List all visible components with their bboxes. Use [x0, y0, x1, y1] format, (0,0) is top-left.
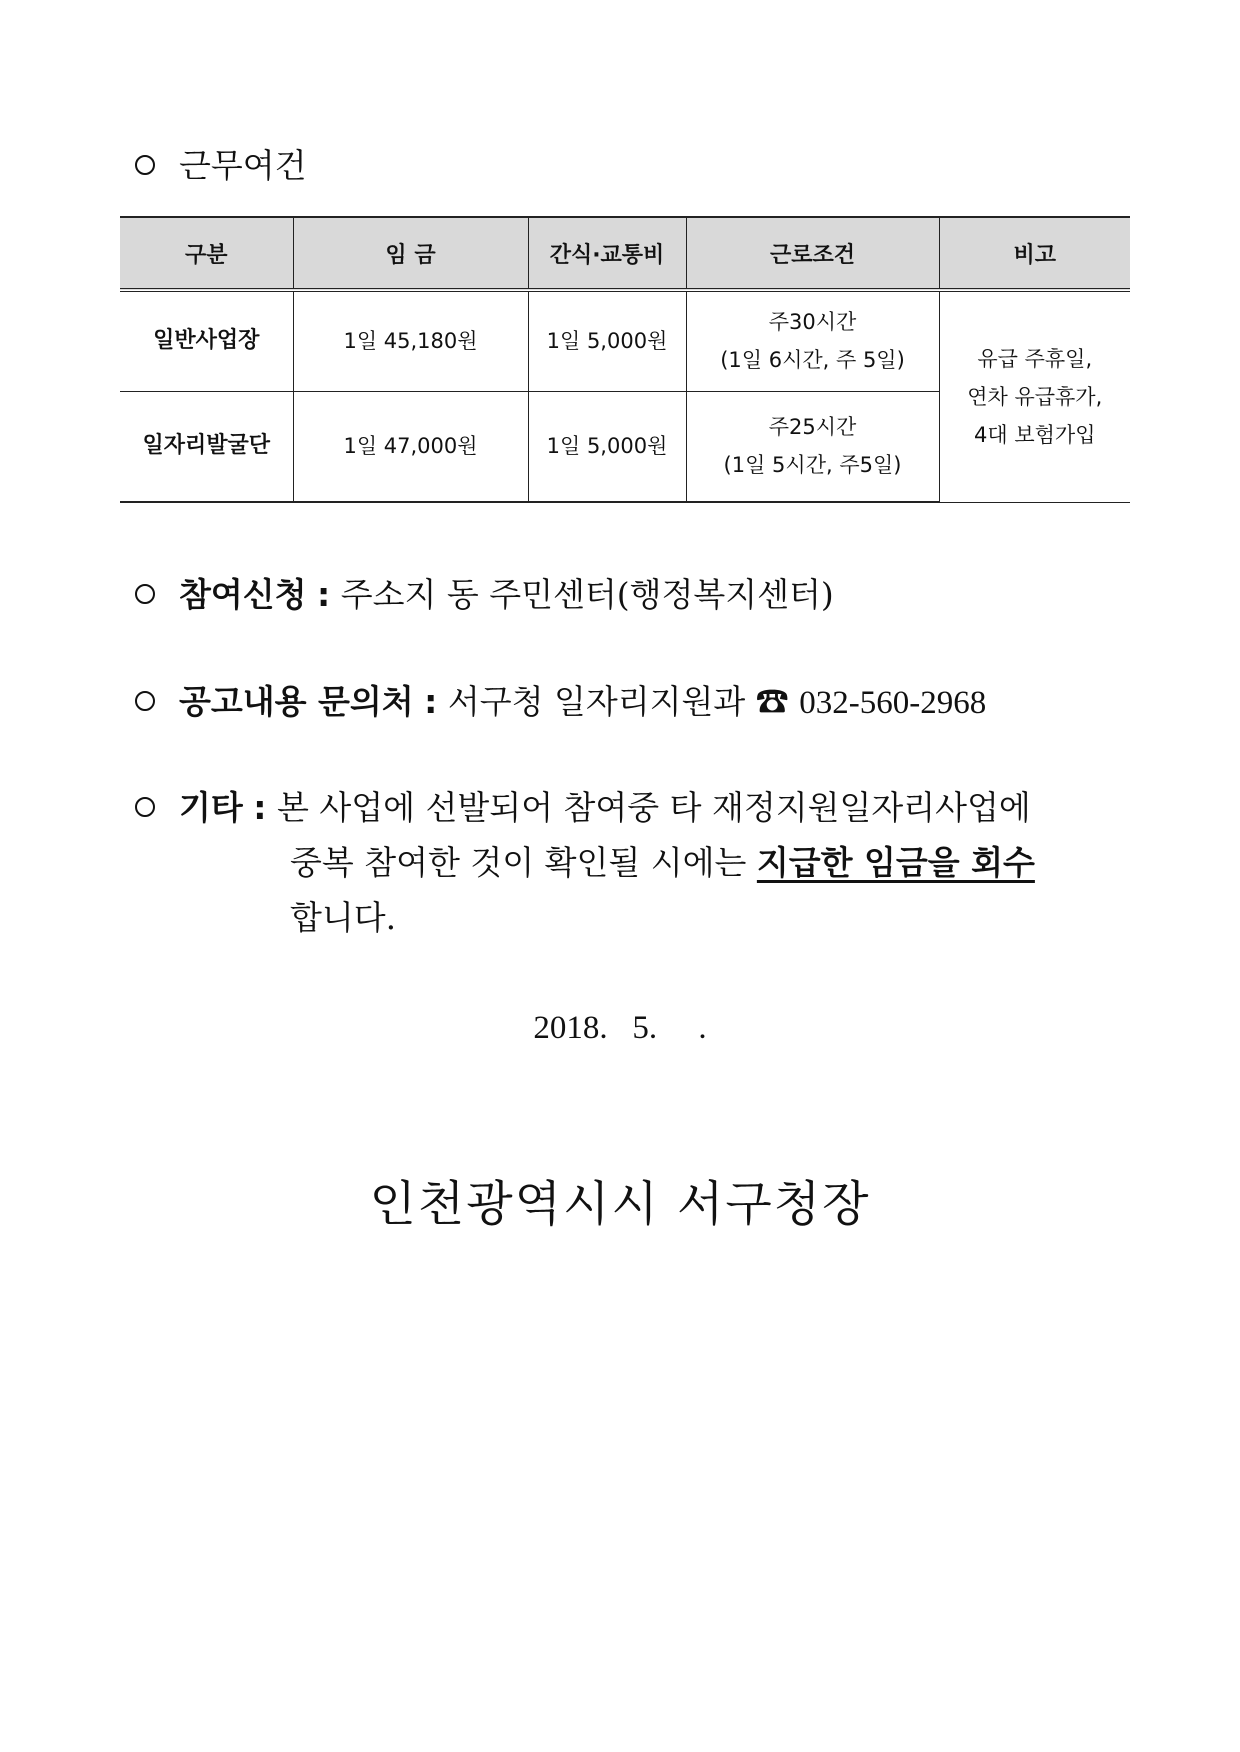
conditions-hours: 주30시간 — [768, 310, 857, 335]
row-category: 일반사업장 — [120, 290, 293, 391]
conditions-hours: 주25시간 — [768, 415, 857, 440]
etc-emphasis: 지급한 임금을 회수 — [756, 843, 1035, 882]
signer-name: 인천광역시시 서구청장 — [369, 1176, 871, 1232]
conditions-detail: (1일 5시간, 주5일) — [723, 453, 902, 478]
row-wage: 1일 47,000원 — [293, 391, 528, 502]
row-allowance: 1일 5,000원 — [528, 290, 686, 391]
contact-label: 공고내용 문의처 — [179, 682, 414, 721]
etc-line-3 — [135, 890, 1115, 945]
apply-text: 주소지 동 주민센터(행정복지센터) — [340, 575, 834, 614]
date-text: 2018. 5. . — [533, 1010, 707, 1046]
row-allowance: 1일 5,000원 — [528, 391, 686, 502]
remarks-line: 연차 유급휴가, — [967, 384, 1103, 409]
contact-text: 서구청 일자리지원과 — [447, 682, 746, 721]
bullet-circle-icon — [135, 691, 155, 711]
etc-text-3: 합니다. — [290, 898, 397, 937]
apply-paragraph — [135, 567, 834, 622]
bullet-circle-icon — [135, 797, 155, 817]
phone-icon: ☎ — [755, 682, 789, 721]
row-category: 일자리발굴단 — [120, 391, 293, 502]
contact-separator: : — [424, 682, 438, 721]
apply-label: 참여신청 — [179, 575, 307, 614]
contact-phone: 032-560-2968 — [799, 685, 987, 721]
etc-text-2: 중복 참여한 것이 확인될 시에는 — [290, 843, 747, 882]
remarks-line: 4대 보험가입 — [974, 422, 1096, 447]
section-title: 근무여건 — [179, 146, 307, 185]
table-header-row — [120, 217, 1130, 290]
etc-line-1 — [135, 780, 1115, 835]
table-row — [120, 290, 1130, 391]
document-date — [0, 1010, 1240, 1047]
etc-separator: : — [253, 788, 267, 827]
row-wage: 1일 45,180원 — [293, 290, 528, 391]
header-category: 구분 — [120, 217, 293, 290]
contact-paragraph — [135, 674, 986, 731]
header-allowance: 간식·교통비 — [528, 217, 686, 290]
header-remarks: 비고 — [939, 217, 1130, 290]
section-heading — [135, 140, 307, 187]
work-conditions-table — [120, 216, 1130, 503]
remarks-cell — [939, 290, 1130, 502]
etc-line-2 — [135, 835, 1115, 890]
bullet-circle-icon — [135, 155, 155, 175]
bullet-circle-icon — [135, 584, 155, 604]
etc-text-1: 본 사업에 선발되어 참여중 타 재정지원일자리사업에 — [276, 788, 1031, 827]
conditions-detail: (1일 6시간, 주 5일) — [720, 348, 905, 373]
apply-separator: : — [317, 575, 331, 614]
row-conditions — [686, 391, 939, 502]
header-work-conditions: 근로조건 — [686, 217, 939, 290]
header-wage: 임 금 — [293, 217, 528, 290]
remarks-line: 유급 주휴일, — [977, 346, 1093, 371]
etc-label: 기타 — [179, 788, 243, 827]
etc-paragraph — [135, 780, 1115, 945]
row-conditions — [686, 290, 939, 391]
